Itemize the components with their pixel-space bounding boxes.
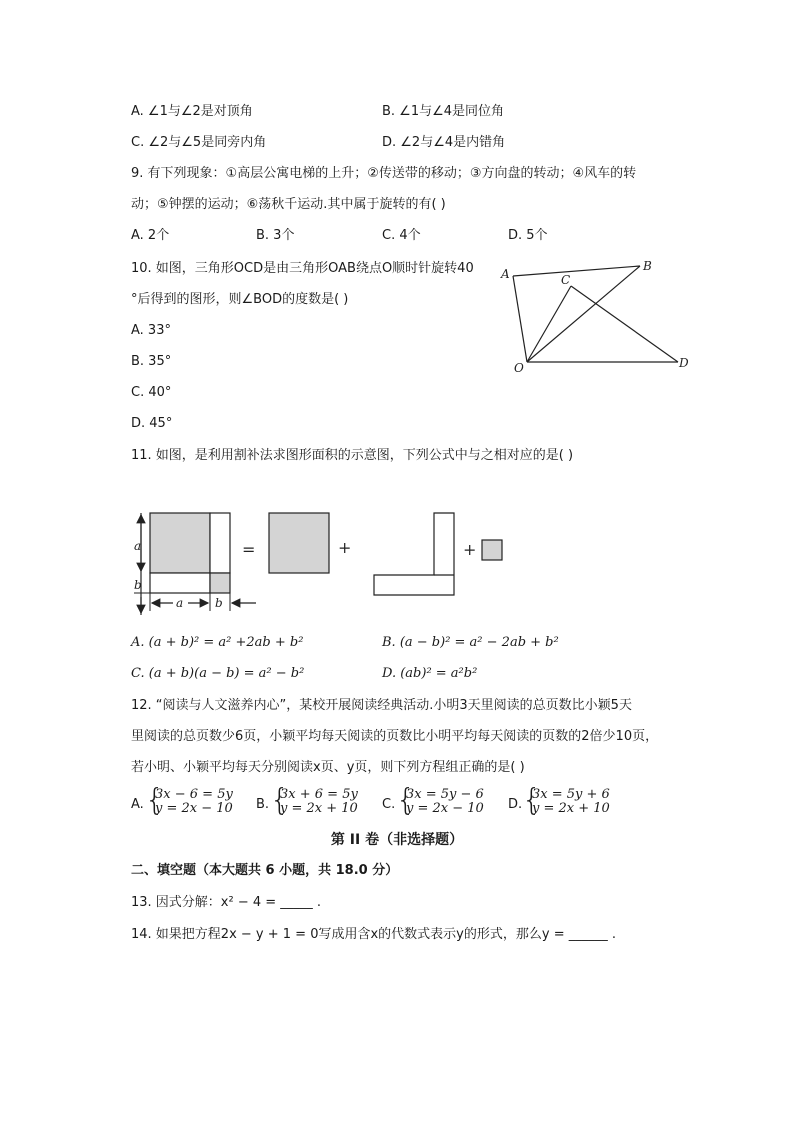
rect-ab-bottom — [150, 573, 210, 593]
q12-option-b-brace: { — [270, 783, 290, 818]
q9-option-a: A. 2个 — [131, 228, 170, 243]
q10-option-b: B. 35° — [131, 354, 172, 369]
q8-option-d: D. ∠2与∠4是内错角 — [382, 135, 506, 150]
q12-option-a-brace: { — [145, 783, 165, 818]
small-square-b — [210, 573, 230, 593]
square-a-squared — [269, 513, 329, 573]
q12-option-d-eq2: y = 2x + 10 — [532, 801, 610, 816]
q11-line1: 11. 如图，是利用割补法求图形面积的示意图，下列公式中与之相对应的是( ) — [131, 448, 574, 463]
rotation-triangle-figure — [495, 252, 705, 377]
q13-text: 13. 因式分解：x² − 4 = _____ . — [131, 895, 322, 910]
q9-option-b: B. 3个 — [256, 228, 295, 243]
square-b-squared — [482, 540, 502, 560]
label-a-vertical: a — [134, 539, 142, 553]
q11-option-c: C. (a + b)(a − b) = a² − b² — [131, 666, 305, 681]
q12-option-d-label: D. — [508, 797, 523, 812]
label-b-horizontal: b — [215, 596, 223, 610]
q11-option-b: B. (a − b)² = a² − 2ab + b² — [382, 635, 559, 650]
q10-option-a: A. 33° — [131, 323, 171, 338]
q9-option-d: D. 5个 — [508, 228, 548, 243]
label-point-d: D — [679, 356, 689, 370]
q12-line3: 若小明、小颖平均每天分别阅读x页、y页，则下列方程组正确的是( ) — [131, 760, 525, 775]
q12-option-a-eq1: 3x − 6 = 5y — [155, 787, 233, 802]
area-cutting-figure — [128, 505, 528, 617]
label-point-a: A — [501, 267, 510, 281]
label-point-o: O — [514, 361, 524, 375]
q12-line1: 12. “阅读与人文滋养内心”，某校开展阅读经典活动.小明3天里阅读的总页数比小颖5天 — [131, 698, 632, 713]
q12-line2: 里阅读的总页数少6页，小颖平均每天阅读的页数比小明平均每天阅读的页数的2倍少10页， — [131, 729, 659, 744]
plus-sign-2: + — [463, 540, 477, 559]
q9-line2: 动；⑤钟摆的运动；⑥荡秋千运动.其中属于旋转的有( ) — [131, 197, 446, 212]
q12-option-d-eq1: 3x = 5y + 6 — [532, 787, 610, 802]
label-point-b: B — [643, 259, 652, 273]
q12-option-b-eq1: 3x + 6 = 5y — [280, 787, 358, 802]
q14-text: 14. 如果把方程2x − y + 1 = 0写成用含x的代数式表示y的形式，那么y = ______ . — [131, 927, 616, 942]
q8-option-a: A. ∠1与∠2是对顶角 — [131, 104, 253, 119]
q11-option-d: D. (ab)² = a²b² — [382, 666, 478, 681]
q12-option-a-eq2: y = 2x − 10 — [155, 801, 233, 816]
q9-option-c: C. 4个 — [382, 228, 421, 243]
plus-sign-1: + — [338, 538, 352, 557]
rect-ab-right — [210, 513, 230, 573]
q11-option-a: A. (a + b)² = a² +2ab + b² — [131, 635, 304, 650]
segment-ao — [513, 276, 527, 362]
q12-option-c-eq2: y = 2x − 10 — [406, 801, 484, 816]
big-square-a — [150, 513, 210, 573]
q10-line2: °后得到的图形，则∠BOD的度数是( ) — [131, 292, 349, 307]
q12-option-a-label: A. — [131, 797, 144, 812]
label-a-horizontal: a — [176, 596, 184, 610]
q12-option-b-eq2: y = 2x + 10 — [280, 801, 358, 816]
segment-cd — [571, 286, 678, 362]
section2-heading: 二、填空题（本大题共 6 小题，共 18.0 分） — [131, 863, 399, 878]
equals-sign: = — [242, 540, 256, 559]
q10-option-c: C. 40° — [131, 385, 172, 400]
label-point-c: C — [561, 273, 571, 287]
q9-line1: 9. 有下列现象：①高层公寓电梯的上升；②传送带的移动；③方向盘的转动；④风车的转 — [131, 166, 637, 181]
q12-option-d-brace: { — [522, 783, 542, 818]
q8-option-c: C. ∠2与∠5是同旁内角 — [131, 135, 267, 150]
l-shape-2ab — [374, 513, 454, 595]
q12-option-c-label: C. — [382, 797, 396, 812]
segment-oc — [527, 286, 571, 362]
q8-option-b: B. ∠1与∠4是同位角 — [382, 104, 505, 119]
q10-line1: 10. 如图，三角形OCD是由三角形OAB绕点O顺时针旋转40 — [131, 261, 474, 276]
part2-title: 第 II 卷（非选择题） — [330, 832, 464, 848]
q12-option-c-brace: { — [396, 783, 416, 818]
q12-option-c-eq1: 3x = 5y − 6 — [406, 787, 484, 802]
segment-ob — [527, 266, 640, 362]
q10-option-d: D. 45° — [131, 416, 173, 431]
segment-ab — [513, 266, 640, 276]
label-b-vertical: b — [134, 578, 142, 592]
q12-option-b-label: B. — [256, 797, 270, 812]
